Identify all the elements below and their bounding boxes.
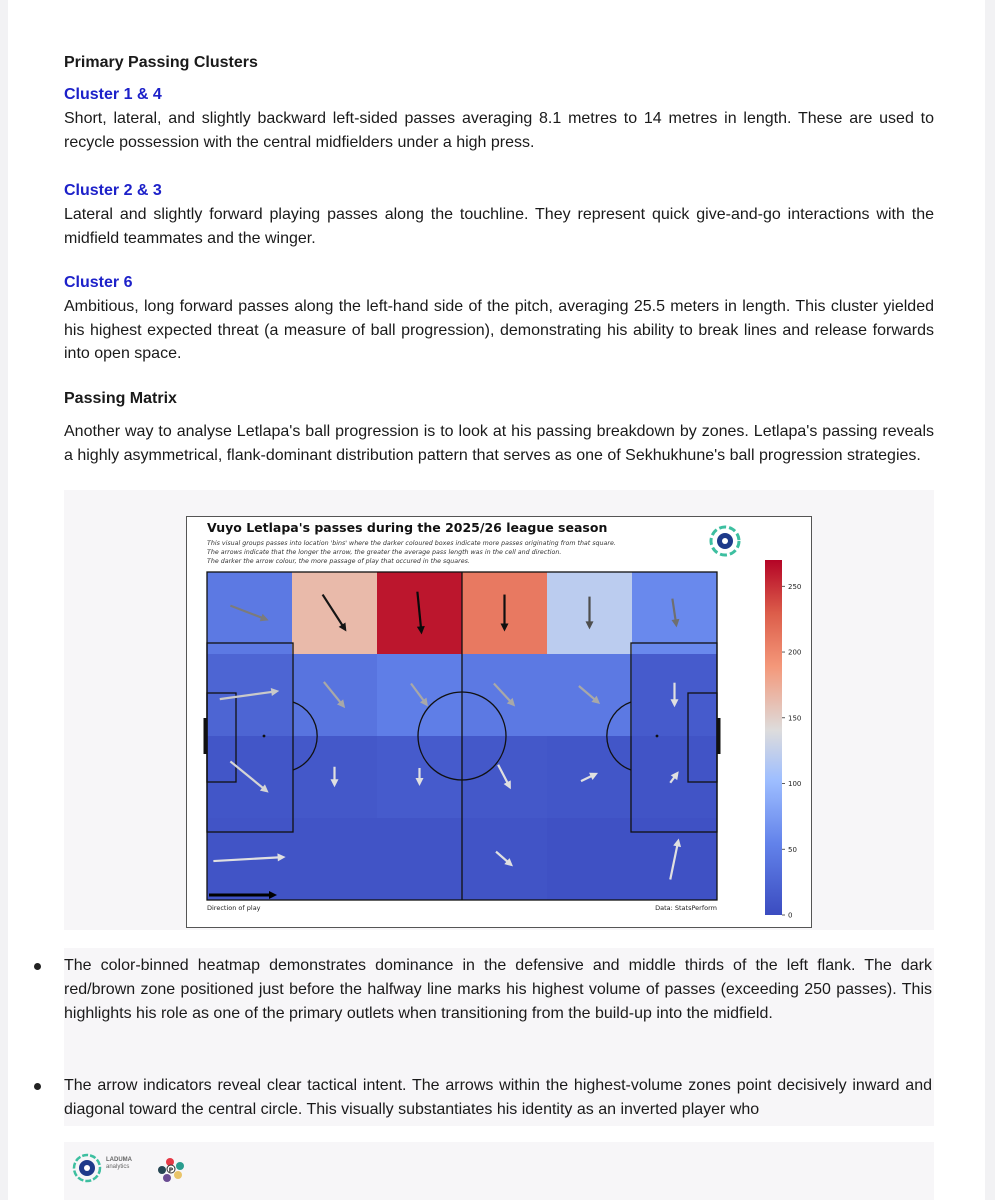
heading-primary-passing-clusters: Primary Passing Clusters (64, 54, 258, 71)
laduma-logo-text-2: analytics (106, 1164, 130, 1170)
colorbar-tick-label: 250 (788, 582, 802, 591)
colorbar-gradient (765, 560, 782, 915)
bullet-text-2: The arrow indicators reveal clear tactical intent. The arrows within the highest-volume zones point decisively inward and diagonal toward the central circle. This visually substantiates his identity as an inverted player who (64, 1077, 932, 1118)
paragraph-passing-matrix: Another way to analyse Letlapa's ball progression is to look at his passing breakdown by zones. Letlapa's passing reveals a highly asymmetrical, flank-dominant distribution pattern that serves as one of Sekhukhune's ball progression strategies. (64, 423, 934, 464)
bullet-text-1: The color-binned heatmap demonstrates dominance in the defensive and middle thirds of the left flank. The dark red/brown zone positioned just before the halfway line marks his highest volume of passes (exceeding 250 passes). This highlights his role as one of the primary outlets when transitioning from the build-up into the midfield. (64, 957, 932, 1022)
colorbar-tick-label: 200 (788, 648, 802, 657)
figure-subtitle-1: This visual groups passes into location 'bins' where the darker coloured boxes indicate more passes originating from that square. (207, 540, 616, 547)
laduma-analytics-logo (74, 1155, 100, 1181)
penalty-spot-right (656, 735, 659, 738)
footer-logo-graphics (70, 1142, 200, 1200)
footer-logos (64, 1142, 934, 1200)
page-edge-left (0, 0, 8, 1200)
direction-of-play-label: Direction of play (207, 904, 261, 912)
bullet-dot (34, 1083, 41, 1090)
figure-logo (707, 523, 743, 559)
bullet-dot (34, 963, 41, 970)
colorbar-tick-label: 150 (788, 714, 802, 723)
colorbar-tick-label: 50 (788, 845, 797, 854)
laduma-logo-text-1: LADUMA (106, 1157, 132, 1163)
colorbar (765, 560, 801, 920)
paragraph-cluster-1-4: Short, lateral, and slightly backward left-sided passes averaging 8.1 metres to 14 metres in length. These are used to recycle possession with the central midfielders under a high press. (64, 110, 934, 151)
heading-cluster-1-4: Cluster 1 & 4 (64, 86, 162, 103)
colorbar-tick-label: 0 (788, 911, 793, 920)
heading-passing-matrix: Passing Matrix (64, 390, 177, 407)
heatmap-cell (377, 818, 463, 901)
figure-subtitle-3: The darker the arrow colour, the more passage of play that occured in the squares. (207, 558, 470, 565)
page-edge-right (985, 0, 995, 1200)
heading-cluster-2-3: Cluster 2 & 3 (64, 182, 162, 199)
colorbar-tick-label: 100 (788, 780, 802, 789)
paragraph-cluster-6: Ambitious, long forward passes along the left-hand side of the pitch, averaging 25.5 meters in length. This cluster yielded his highest expected threat (a measure of ball progression), demonstrating his ability to break lines and release forwards into open space. (64, 298, 934, 362)
svg-text:P: P (168, 1167, 174, 1174)
figure-subtitle-2: The arrows indicate that the longer the arrow, the greater the average pass length was in the cell and direction. (207, 549, 562, 556)
heatmap-cell (547, 818, 633, 901)
data-source-label: Data: StatsPerform (655, 904, 717, 912)
paragraph-cluster-2-3: Lateral and slightly forward playing passes along the touchline. They represent quick give-and-go interactions with the midfield teammates and the winger. (64, 206, 934, 247)
heading-cluster-6: Cluster 6 (64, 274, 133, 291)
penalty-spot-left (263, 735, 266, 738)
passing-matrix-chart (187, 517, 811, 927)
heatmap-cell (292, 818, 378, 901)
passing-matrix-figure (186, 516, 812, 928)
figure-title: Vuyo Letlapa's passes during the 2025/26 league season (207, 520, 608, 535)
partner-logo (158, 1158, 184, 1182)
